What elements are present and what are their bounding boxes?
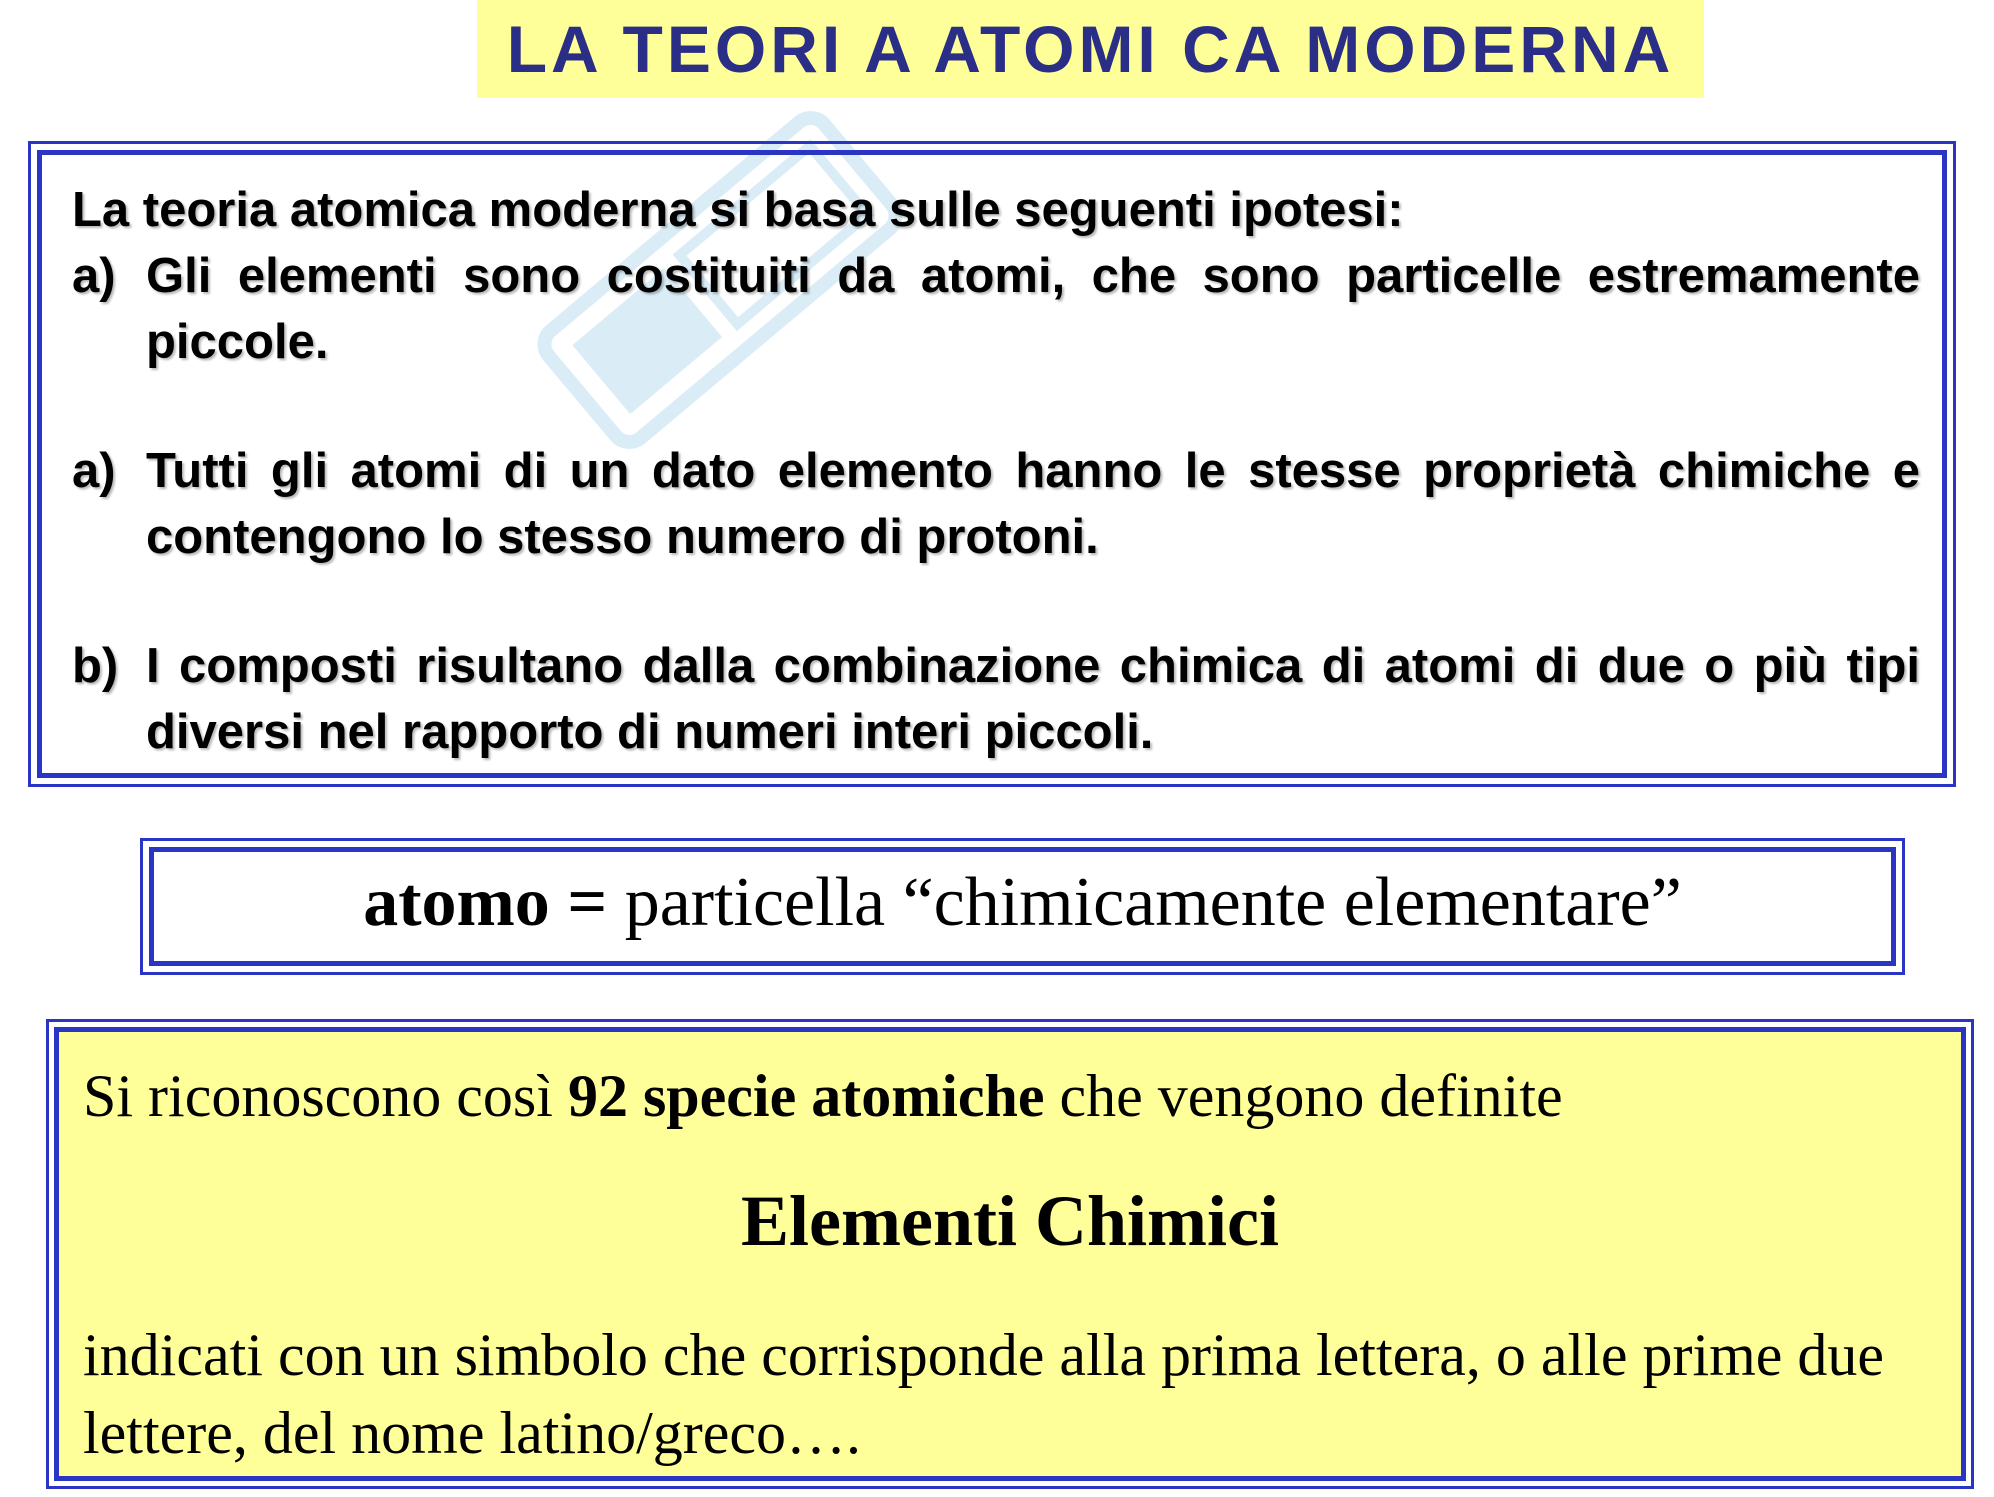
hypothesis-text: I composti risultano dalla combinazione chimica di atomi di due o più tipi diversi nel rapporto di numeri interi piccoli. xyxy=(146,639,1920,759)
hypothesis-item xyxy=(72,633,1920,765)
hypotheses-box xyxy=(28,141,1956,787)
elements-box xyxy=(46,1019,1974,1489)
elements-heading: Elementi Chimici xyxy=(741,1181,1279,1261)
elements-box-inner xyxy=(54,1027,1966,1481)
hypothesis-text: Tutti gli atomi di un dato elemento hanno le stesse proprietà chimiche e contengono lo stesso numero di protoni. xyxy=(146,444,1920,564)
definition-equals: = xyxy=(549,863,625,941)
definition-box xyxy=(140,838,1905,975)
definition-line xyxy=(363,863,1682,943)
page-title: LA TEORI A ATOMI CA MODERNA xyxy=(506,12,1675,86)
hypotheses-text xyxy=(72,177,1920,765)
hypothesis-marker: a) xyxy=(72,249,116,303)
hypothesis-item xyxy=(72,438,1920,570)
title-band xyxy=(477,0,1704,98)
species-text-before: Si riconoscono così xyxy=(83,1063,568,1129)
hypothesis-marker: b) xyxy=(72,639,119,693)
hypothesis-item xyxy=(72,243,1920,375)
symbol-description: indicati con un simbolo che corrisponde alla prima lettera, o alle prime due lettere, del nome latino/greco…. xyxy=(83,1322,1885,1466)
species-count: 92 specie atomiche xyxy=(567,1063,1045,1129)
hypotheses-box-inner xyxy=(37,150,1947,778)
definition-box-inner xyxy=(149,847,1896,966)
hypothesis-text: Gli elementi sono costituiti da atomi, che sono particelle estremamente piccole. xyxy=(146,249,1920,369)
hypothesis-marker: a) xyxy=(72,444,116,498)
species-line xyxy=(83,1062,1563,1131)
hypotheses-intro: La teoria atomica moderna si basa sulle seguenti ipotesi: xyxy=(72,183,1404,237)
definition-term: atomo xyxy=(363,863,550,941)
species-text-after: che vengono definite xyxy=(1044,1063,1563,1129)
definition-meaning: particella “chimicamente elementare” xyxy=(624,863,1682,941)
